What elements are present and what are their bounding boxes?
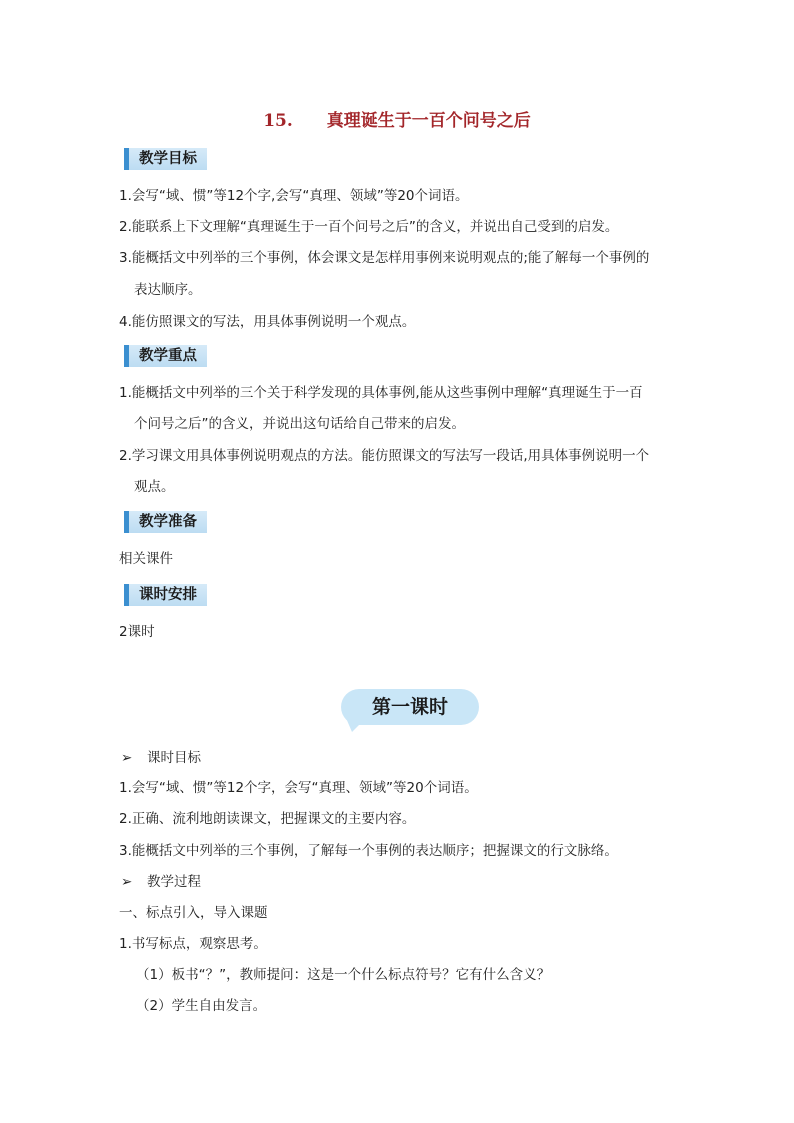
lesson-goal-line: 1.会写“域、惯”等12个字，会写“真理、领域”等20个词语。 [119,780,478,796]
lesson-number: 15. [263,111,293,131]
lesson-title: 真理诞生于一百个问号之后 [326,111,531,131]
page-title [0,106,794,131]
lesson-badge: 第一课时 [341,689,479,725]
lesson-goal-line: 2.正确、流利地朗读课文，把握课文的主要内容。 [119,811,416,827]
section-heading-key-points: 教学重点 [124,345,207,367]
arrow-bullet-icon: ➢ [121,874,133,890]
goal-line: 1.会写“域、惯”等12个字,会写“真理、领域”等20个词语。 [119,188,469,204]
key-point-line: 观点。 [134,479,175,495]
lesson-goal-line: 3.能概括文中列举的三个事例，了解每一个事例的表达顺序；把握课文的行文脉络。 [119,843,618,859]
key-point-line: 2.学习课文用具体事例说明观点的方法。能仿照课文的写法写一段话,用具体事例说明一个 [119,448,650,464]
process-heading-text: 教学过程 [147,874,201,890]
lesson-goals-heading-text: 课时目标 [147,750,201,766]
process-line: 1.书写标点，观察思考。 [119,936,267,952]
lesson-goals-heading [121,749,201,767]
key-point-line: 1.能概括文中列举的三个关于科学发现的具体事例,能从这些事例中理解“真理诞生于一百 [119,385,643,401]
goal-line: 2.能联系上下文理解“真理诞生于一百个问号之后”的含义，并说出自己受到的启发。 [119,219,619,235]
key-point-line: 个问号之后”的含义，并说出这句话给自己带来的启发。 [134,416,465,432]
process-line: 一、标点引入，导入课题 [119,905,268,921]
goal-line: 4.能仿照课文的写法，用具体事例说明一个观点。 [119,314,416,330]
section-heading-goals: 教学目标 [124,148,207,170]
section-heading-prep: 教学准备 [124,511,207,533]
prep-line: 相关课件 [119,551,173,567]
goal-line: 表达顺序。 [134,282,202,298]
process-line: （2）学生自由发言。 [136,998,267,1014]
section-heading-schedule: 课时安排 [124,584,207,606]
goal-line: 3.能概括文中列举的三个事例，体会课文是怎样用事例来说明观点的;能了解每一个事例的 [119,250,650,266]
schedule-line: 2课时 [119,624,155,640]
process-line: （1）板书“？”，教师提问：这是一个什么标点符号？它有什么含义？ [136,967,551,983]
arrow-bullet-icon: ➢ [121,750,133,766]
process-heading [121,873,201,891]
